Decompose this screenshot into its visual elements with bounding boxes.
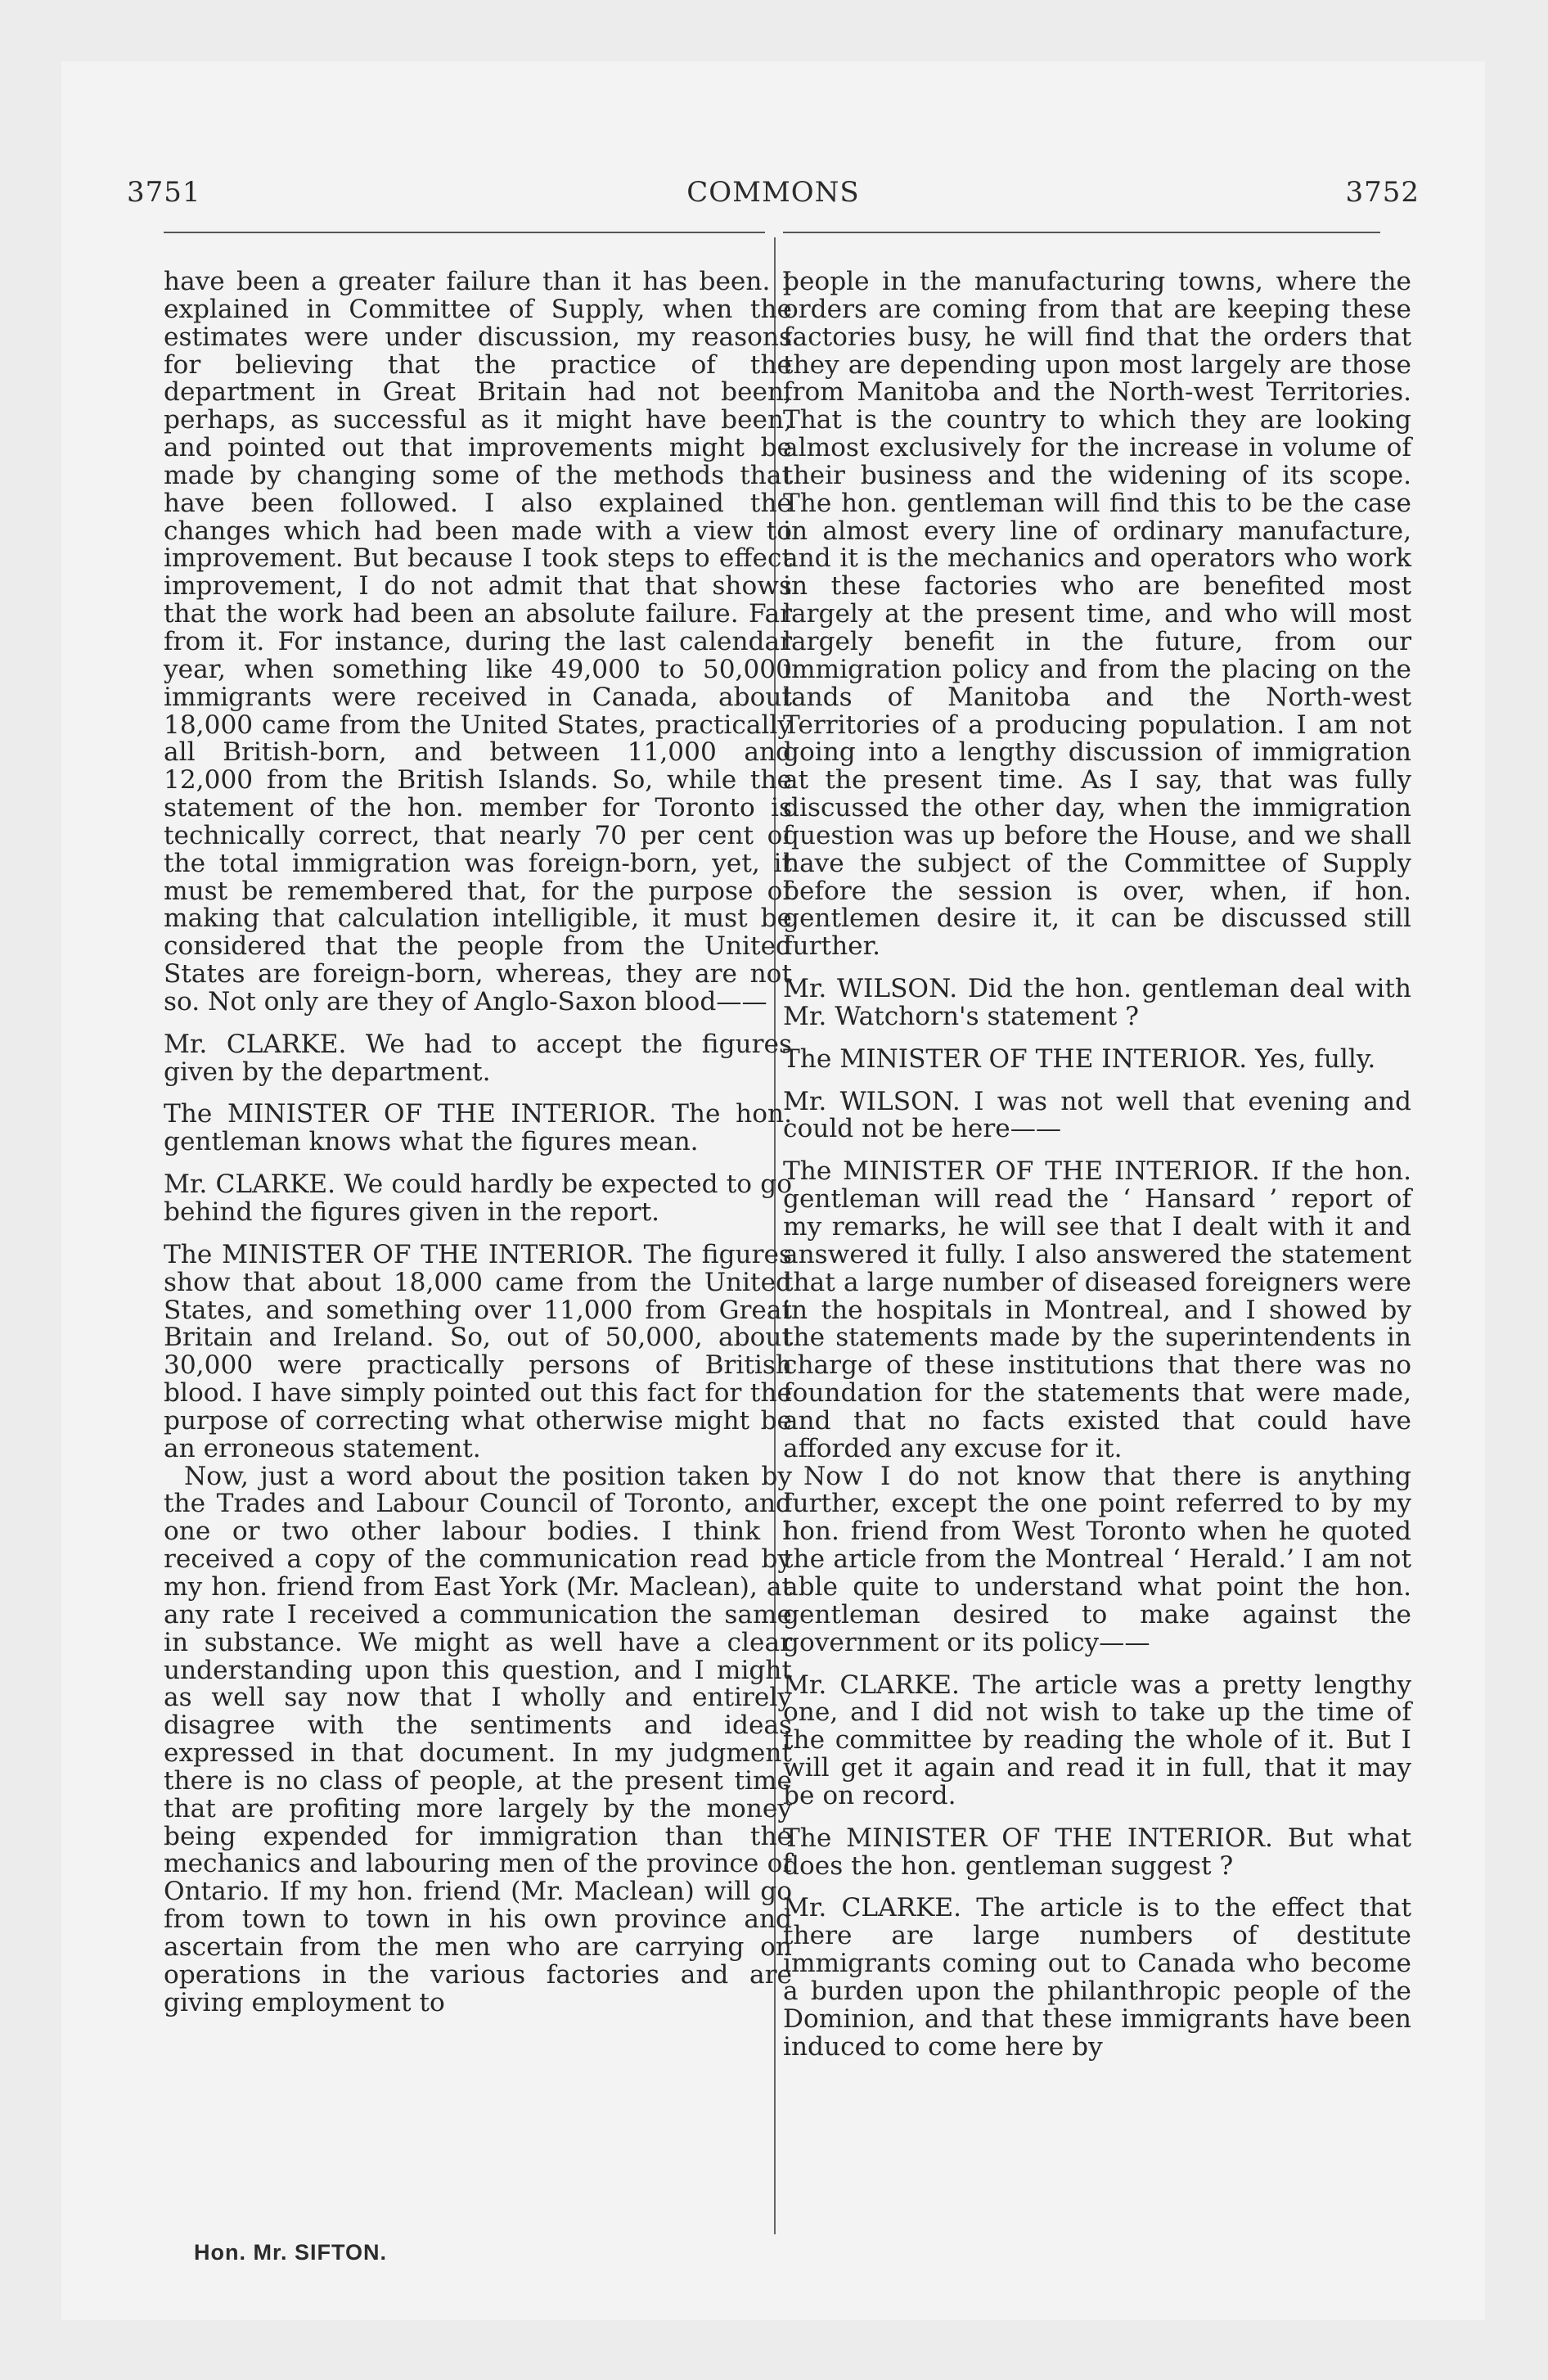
header-rule-left <box>164 232 765 233</box>
paragraph: The MINISTER OF THE INTERIOR. If the hon. gentleman will read the ‘ Hansard ’ report of my remarks, he will see that I dealt with it and answered it fully. I also answered the statement that a large number of diseased foreigners were in the hospitals in Montreal, and I showed by the statements made by the superintendents in charge of these institutions that there was no foundation for the statements that were made, and that no facts existed that could have afforded any excuse for it. <box>783 1156 1411 1463</box>
left-column <box>164 268 792 2017</box>
paragraph: The MINISTER OF THE INTERIOR. The hon. gentleman knows what the figures mean. <box>164 1099 792 1157</box>
paragraph: Mr. CLARKE. We could hardly be expected to go behind the figures given in the report. <box>164 1170 792 1227</box>
scanned-page <box>61 61 1485 2320</box>
paragraph: The MINISTER OF THE INTERIOR. The figures show that about 18,000 came from the United States, and something over 11,000 from Great Britain and Ireland. So, out of 50,000, about 30,000 were practically persons of British blood. I have simply pointed out this fact for the purpose of correcting what otherwise might be an erroneous statement. <box>164 1239 792 1463</box>
page-number-right: 3752 <box>1345 176 1420 209</box>
paragraph: The MINISTER OF THE INTERIOR. Yes, fully. <box>783 1044 1376 1074</box>
paragraph: Mr. CLARKE. The article is to the effect that there are large numbers of destitute immigrants coming out to Canada who become a burden upon the philanthropic people of the Dominion, and that these immigrants have been induced to come here by <box>783 1893 1411 2062</box>
paragraph: The MINISTER OF THE INTERIOR. But what does the hon. gentleman suggest ? <box>783 1823 1411 1881</box>
paragraph: Now I do not know that there is anything further, except the one point referred to by my hon. friend from West Toronto when he quoted the article from the Montreal ‘ Herald.’ I am not able quite to understand what point the hon. gentleman desired to make against the government or its policy—— <box>783 1461 1411 1657</box>
paragraph: Mr. CLARKE. The article was a pretty lengthy one, and I did not wish to take up the time of the committee by reading the whole of it. But I will get it again and read it in full, that it may be on record. <box>783 1670 1411 1810</box>
page-title: COMMONS <box>686 176 860 209</box>
running-footer: Hon. Mr. SIFTON. <box>194 2240 388 2265</box>
paragraph: people in the manufacturing towns, where the orders are coming from that are keeping these factories busy, he will find that the orders that they are depending upon most largely are those from Manitoba and the North-west Territories. That is the country to which they are looking almost exclusively for the increase in volume of their business and the widening of its scope. The hon. gentleman will find this to be the case in almost every line of ordinary manufacture, and it is the mechanics and operators who work in these factories who are benefited most largely at the present time, and who will most largely benefit in the future, from our immigration policy and from the placing on the lands of Manitoba and the North-west Territories of a producing population. I am not going into a lengthy discussion of immigration at the present time. As I say, that was fully discussed the other day, when the immigration question was up before the House, and we shall have the subject of the Committee of Supply before the session is over, when, if hon. gentlemen desire it, it can be discussed still further. <box>783 267 1411 962</box>
header-rule-right <box>783 232 1380 233</box>
page-number-left: 3751 <box>127 176 201 209</box>
paragraph: Mr. WILSON. I was not well that evening and could not be here—— <box>783 1086 1411 1144</box>
paragraph: have been a greater failure than it has been. I explained in Committee of Supply, when the estimates were under discussion, my reasons for believing that the practice of the department in Great Britain had not been, perhaps, as successful as it might have been, and pointed out that improvements might be made by changing some of the methods that have been followed. I also explained the changes which had been made with a view to improvement. But because I took steps to effect improvement, I do not admit that that shows that the work had been an absolute failure. Far from it. For instance, during the last calendar year, when something like 49,000 to 50,000 immigrants were received in Canada, about 18,000 came from the United States, practically all British-born, and between 11,000 and 12,000 from the British Islands. So, while the statement of the hon. member for Toronto is technically correct, that nearly 70 per cent of the total immigration was foreign-born, yet, it must be remembered that, for the purpose of making that calculation intelligible, it must be considered that the people from the United States are foreign-born, whereas, they are not so. Not only are they of Anglo-Saxon blood—— <box>164 267 792 1016</box>
right-column <box>783 268 1411 2061</box>
paragraph: Mr. WILSON. Did the hon. gentleman deal with Mr. Watchorn's statement ? <box>783 974 1411 1031</box>
paragraph: Now, just a word about the position taken by the Trades and Labour Council of Toronto, and one or two other labour bodies. I think I received a copy of the communication read by my hon. friend from East York (Mr. Maclean), at any rate I received a communication the same in substance. We might as well have a clear understanding upon this question, and I might as well say now that I wholly and entirely disagree with the sentiments and ideas expressed in that document. In my judgment there is no class of people, at the present time that are profiting more largely by the money being expended for immigration than the mechanics and labouring men of the province of Ontario. If my hon. friend (Mr. Maclean) will go from town to town in his own province and ascertain from the men who are carrying on operations in the various factories and are giving employment to <box>164 1461 792 2017</box>
paragraph: Mr. CLARKE. We had to accept the figures given by the department. <box>164 1029 792 1087</box>
